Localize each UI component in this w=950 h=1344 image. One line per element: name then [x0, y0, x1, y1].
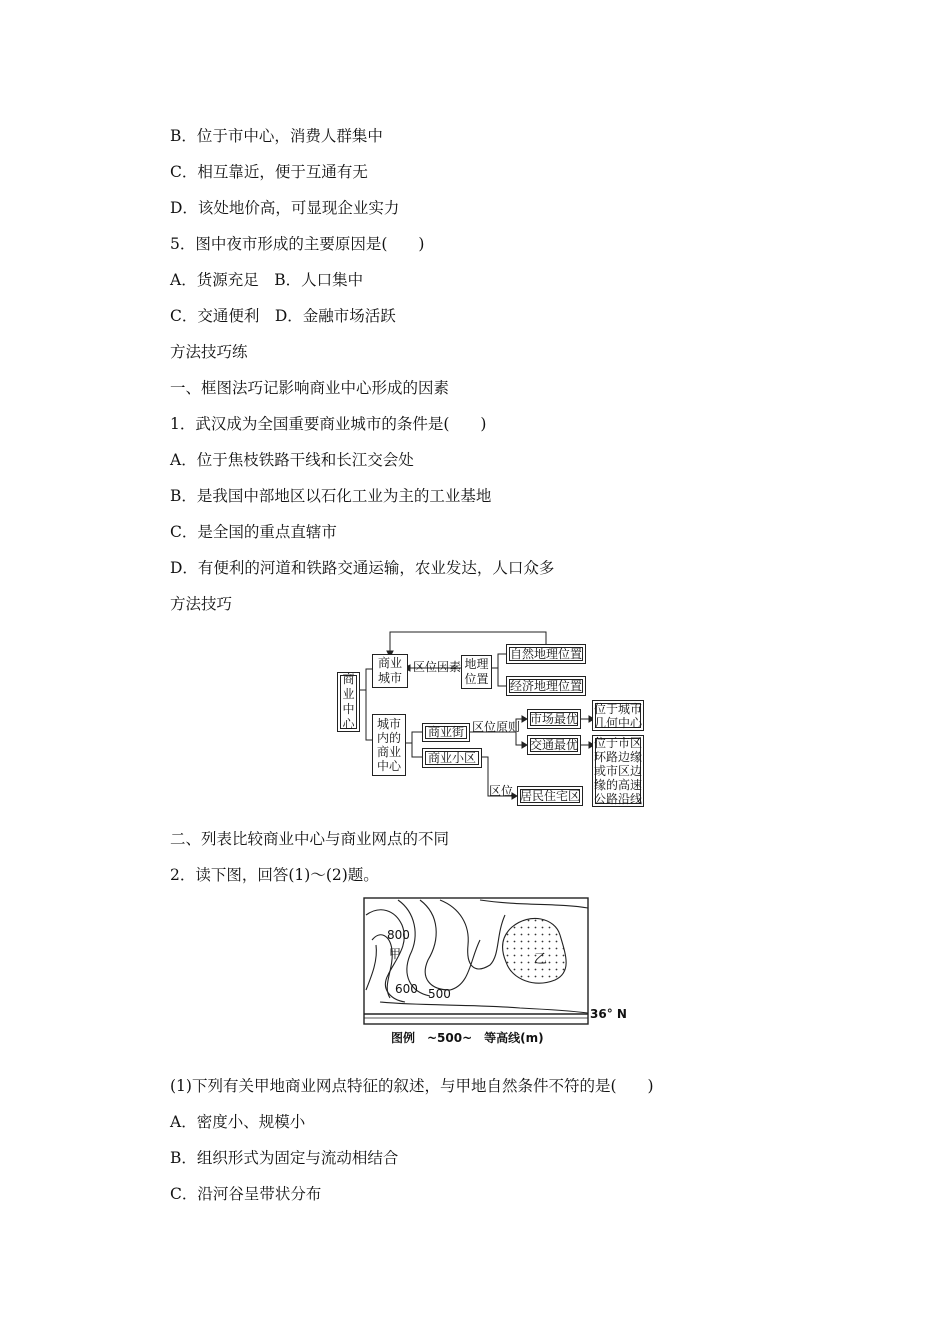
- box-traffic-optimal: 交通最优: [527, 735, 581, 755]
- label-location-factors: 区位因素: [413, 660, 462, 674]
- box-market-optimal: 市场最优: [527, 709, 581, 729]
- box-residential: 居民住宅区: [517, 786, 583, 806]
- question-2-1: (1)下列有关甲地商业网点特征的叙述，与甲地自然条件不符的是( ): [170, 1077, 654, 1095]
- map-legend: 图例 ~500~ 等高线(m): [391, 1031, 544, 1045]
- box-geo-center: 位于城市 几何中心: [593, 701, 642, 730]
- box-commercial-city: 商业 城市: [372, 654, 408, 688]
- option-b-q1: B．是我国中部地区以石化工业为主的工业基地: [170, 487, 492, 505]
- box-commercial-district: 商业小区: [422, 748, 482, 768]
- label-location: 区位: [489, 784, 514, 798]
- label-800: 800: [387, 928, 410, 942]
- area-yi: [503, 918, 567, 983]
- section-heading-2: 二、列表比较商业中心与商业网点的不同: [170, 830, 450, 848]
- option-d-q4: D．该处地价高，可显现企业实力: [170, 199, 400, 217]
- box-natural-position: 自然地理位置: [506, 644, 586, 664]
- question-5: 5．图中夜市形成的主要原因是( ): [170, 235, 425, 253]
- box-ring-road: 位于市区 环路边缘 或市区边 缘的高速 公路沿线: [593, 736, 642, 806]
- section-method: 方法技巧: [170, 595, 233, 613]
- box-economic-position: 经济地理位置: [506, 676, 586, 696]
- box-commercial-street: 商业街: [422, 723, 470, 742]
- box-commercial-center: 商 业 中 心: [337, 672, 360, 732]
- box-geo-position: 地理 位置: [461, 655, 492, 689]
- label-location-principle: 区位原则: [472, 720, 521, 734]
- option-b-q2: B．组织形式为固定与流动相结合: [170, 1149, 399, 1167]
- question-1: 1．武汉成为全国重要商业城市的条件是( ): [170, 415, 487, 433]
- box-inner-commercial-center: 城市 内的 商业 中心: [372, 714, 406, 776]
- label-yi: 乙: [534, 952, 548, 967]
- option-c-q4: C．相互靠近，便于互通有无: [170, 163, 368, 181]
- option-d-q1: D．有便利的河道和铁路交通运输，农业发达，人口众多: [170, 559, 555, 577]
- options-cd-q5: C．交通便利 D．金融市场活跃: [170, 307, 396, 325]
- options-ab-q5: A．货源充足 B．人口集中: [170, 271, 364, 289]
- question-2: 2．读下图，回答(1)～(2)题。: [170, 866, 379, 884]
- label-latitude: 36° N: [590, 1007, 627, 1021]
- option-c-q2: C．沿河谷呈带状分布: [170, 1185, 322, 1203]
- option-a-q2: A．密度小、规模小: [170, 1113, 306, 1131]
- label-600: 600: [395, 982, 418, 996]
- label-jia: 甲: [389, 947, 402, 961]
- label-500: 500: [428, 987, 451, 1001]
- option-a-q1: A．位于焦枝铁路干线和长江交会处: [170, 451, 414, 469]
- option-c-q1: C．是全国的重点直辖市: [170, 523, 337, 541]
- section-method-practice: 方法技巧练: [170, 343, 248, 361]
- option-b-q4: B．位于市中心，消费人群集中: [170, 127, 383, 145]
- section-heading-1: 一、框图法巧记影响商业中心形成的因素: [170, 379, 450, 397]
